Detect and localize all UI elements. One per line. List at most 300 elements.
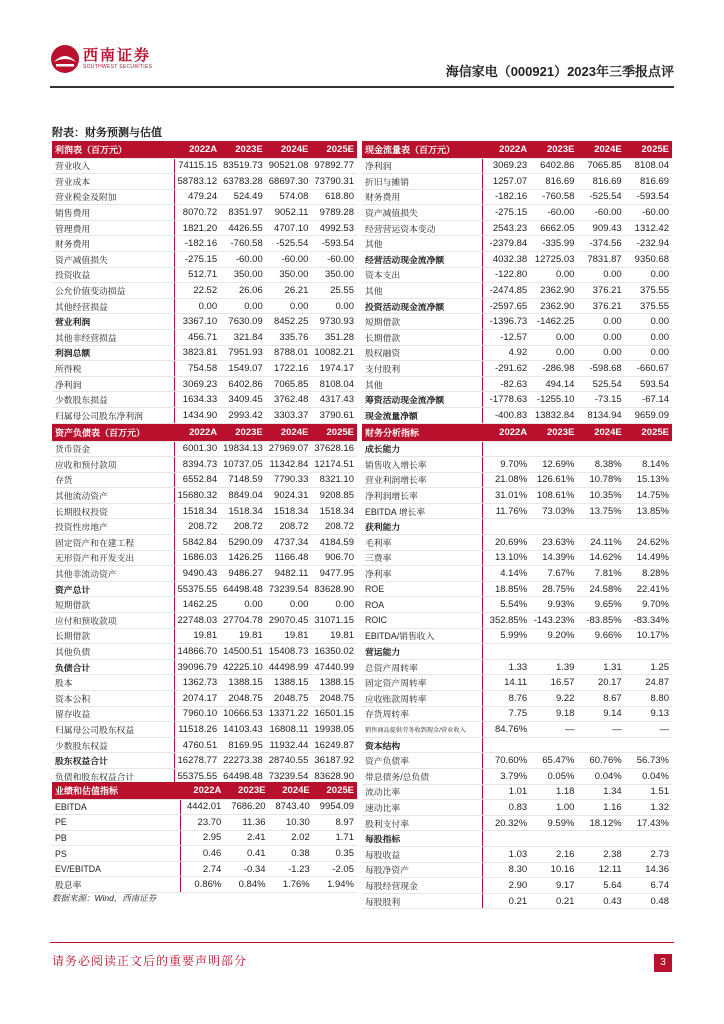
cell-value: 5.64	[577, 878, 624, 894]
cell-value: 60.76%	[577, 753, 624, 769]
cell-value: 9.59%	[530, 815, 577, 831]
cell-value: 44498.99	[266, 659, 312, 675]
cell-value: -286.98	[530, 361, 577, 377]
cell-value: 17.43%	[625, 815, 672, 831]
cell-value: 2.41	[224, 830, 268, 846]
cell-value: 36187.92	[311, 753, 357, 769]
cell-value: 9.70%	[625, 597, 672, 613]
row-label: 股本	[52, 675, 174, 691]
cell-value: -122.80	[483, 267, 530, 283]
cell-value	[530, 737, 577, 753]
cell-value: 24.87	[625, 675, 672, 691]
table-row	[362, 784, 672, 800]
year-header: 2022A	[483, 141, 530, 158]
cell-value: 8134.94	[577, 408, 624, 424]
row-label: 短期借款	[362, 314, 483, 330]
table-row	[52, 830, 357, 846]
table-header-row	[52, 782, 357, 799]
row-label: 归属母公司股东权益	[52, 722, 174, 738]
cell-value: 16278.77	[174, 753, 220, 769]
cell-value: -12.57	[483, 330, 530, 346]
cell-value: 20.69%	[483, 535, 530, 551]
cell-value: 479.24	[174, 189, 220, 205]
cell-value	[625, 737, 672, 753]
cell-value: 7.67%	[530, 566, 577, 582]
cell-value: 90521.08	[266, 158, 312, 174]
cell-value: 9659.09	[625, 408, 672, 424]
cell-value: 1388.15	[220, 675, 266, 691]
cell-value: 22748.03	[174, 613, 220, 629]
year-header: 2023E	[530, 141, 577, 158]
cell-value: 0.04%	[625, 768, 672, 784]
cell-value: -60.00	[530, 205, 577, 221]
cell-value: 9789.28	[311, 205, 357, 221]
table-row	[52, 659, 357, 675]
row-label: 少数股东权益	[52, 737, 174, 753]
row-label: 营业利润	[52, 314, 174, 330]
row-label: EBITDA 增长率	[362, 503, 483, 519]
report-title: 海信家电（000921）2023年三季报点评	[445, 64, 674, 79]
cell-value: 47440.99	[311, 659, 357, 675]
row-label: 固定资产和在建工程	[52, 535, 174, 551]
cell-value: 1257.07	[483, 174, 530, 190]
cell-value: 0.41	[224, 846, 268, 862]
table-row	[362, 800, 672, 816]
row-label: 销售商品提供劳务收到现金/营业收入	[362, 722, 483, 738]
cell-value: 84.76%	[483, 722, 530, 738]
cell-value: 9.18	[530, 706, 577, 722]
cell-value: 18.85%	[483, 581, 530, 597]
cell-value: -593.54	[625, 189, 672, 205]
data-source-note: 数据来源：Wind，西南证券	[52, 893, 157, 903]
cell-value: 64498.48	[220, 581, 266, 597]
cell-value: 0.84%	[224, 877, 268, 893]
cell-value: 816.69	[530, 174, 577, 190]
cell-value: 8.14%	[625, 457, 672, 473]
table-row	[52, 846, 357, 862]
row-label: 少数股东损益	[52, 392, 174, 408]
cell-value: 28740.55	[266, 753, 312, 769]
cell-value: -525.54	[577, 189, 624, 205]
cell-value: 12174.51	[311, 457, 357, 473]
cell-value: -60.00	[577, 205, 624, 221]
year-header: 2024E	[266, 141, 312, 158]
cell-value: 0.00	[311, 597, 357, 613]
table-row	[52, 628, 357, 644]
row-label: ROA	[362, 597, 483, 613]
cell-value: 83519.73	[220, 158, 266, 174]
cell-value: 2048.75	[311, 691, 357, 707]
cell-value	[577, 441, 624, 457]
row-label: PB	[52, 830, 180, 846]
cell-value: 618.80	[311, 189, 357, 205]
table-row	[362, 283, 672, 299]
row-label: 资产减值损失	[362, 205, 483, 221]
cell-value: 1426.25	[220, 550, 266, 566]
cell-value: 909.43	[577, 220, 624, 236]
cell-value: 8.97	[313, 815, 357, 831]
cell-value: 0.86%	[180, 877, 224, 893]
cell-value: 25.55	[311, 283, 357, 299]
cell-value: 1686.03	[174, 550, 220, 566]
row-label: 应付和预收款项	[52, 613, 174, 629]
table-row	[362, 158, 672, 174]
cell-value: -2379.84	[483, 236, 530, 252]
cell-value	[530, 644, 577, 660]
cell-value: 14866.70	[174, 644, 220, 660]
table-row	[362, 345, 672, 361]
cell-value	[577, 737, 624, 753]
cell-value: 11.76%	[483, 503, 530, 519]
cell-value: 7790.33	[266, 472, 312, 488]
cell-value: 19.81	[311, 628, 357, 644]
cell-value: 11932.44	[266, 737, 312, 753]
cell-value: 73.03%	[530, 503, 577, 519]
cell-value: -67.14	[625, 392, 672, 408]
cell-value: 22.52	[174, 283, 220, 299]
row-label: 折旧与摊销	[362, 174, 483, 190]
table-row	[362, 846, 672, 862]
table-row	[52, 283, 357, 299]
cell-value: 83628.90	[311, 581, 357, 597]
cell-value: 5290.09	[220, 535, 266, 551]
row-label: 资产减值损失	[52, 252, 174, 268]
cell-value: 0.38	[269, 846, 313, 862]
cell-value: 208.72	[266, 519, 312, 535]
cell-value: 8.80	[625, 691, 672, 707]
cell-value: 208.72	[311, 519, 357, 535]
table-row	[362, 503, 672, 519]
cell-value: 4707.10	[266, 220, 312, 236]
row-label: 股东权益合计	[52, 753, 174, 769]
table-header-row	[362, 141, 672, 158]
cell-value: -73.15	[577, 392, 624, 408]
table-row	[362, 252, 672, 268]
row-label: 长期借款	[52, 628, 174, 644]
cell-value: 0.00	[311, 298, 357, 314]
cell-value: 12725.03	[530, 252, 577, 268]
cell-value	[625, 441, 672, 457]
cell-value: -593.54	[311, 236, 357, 252]
row-label: 每股净资产	[362, 862, 483, 878]
table-row	[362, 376, 672, 392]
cell-value: 8169.95	[220, 737, 266, 753]
table-row	[52, 597, 357, 613]
cell-value: 1518.34	[311, 503, 357, 519]
valuation-table	[52, 782, 357, 893]
cell-value: 5.54%	[483, 597, 530, 613]
table-row	[362, 722, 672, 738]
table-row	[362, 189, 672, 205]
row-label: 其他	[362, 236, 483, 252]
year-header: 2025E	[311, 141, 357, 158]
row-label: 经营营运资本变动	[362, 220, 483, 236]
brand-name-en: SOUTHWEST SECURITIES	[83, 64, 153, 70]
table-row	[362, 408, 672, 424]
table-row	[362, 361, 672, 377]
cell-value: 1549.07	[220, 361, 266, 377]
cell-value: 9477.95	[311, 566, 357, 582]
cell-value: 1166.48	[266, 550, 312, 566]
row-label: 存货周转率	[362, 706, 483, 722]
cell-value: 9.65%	[577, 597, 624, 613]
row-label: 营业税金及附加	[52, 189, 174, 205]
disclaimer-note: 请务必阅读正文后的重要声明部分	[52, 954, 248, 968]
row-label: 经营活动现金流净额	[362, 252, 483, 268]
cell-value: -374.56	[577, 236, 624, 252]
row-label: 资本公积	[52, 691, 174, 707]
row-label: 无形资产和开发支出	[52, 550, 174, 566]
cell-value: 525.54	[577, 376, 624, 392]
row-label: 资产总计	[52, 581, 174, 597]
cell-value: 0.21	[530, 893, 577, 909]
cell-value: 64498.48	[220, 768, 266, 784]
row-label: 每股股利	[362, 893, 483, 909]
row-label: 每股收益	[362, 846, 483, 862]
row-label: 股息率	[52, 877, 180, 893]
cell-value	[483, 831, 530, 847]
cell-value: 8.76	[483, 691, 530, 707]
cell-value: -2474.85	[483, 283, 530, 299]
table-row	[52, 408, 357, 424]
cell-value: -1778.63	[483, 392, 530, 408]
cell-value: 7148.59	[220, 472, 266, 488]
cell-value: -760.58	[530, 189, 577, 205]
cell-value: 29070.45	[266, 613, 312, 629]
cell-value: 20.32%	[483, 815, 530, 831]
cell-value: 8.67	[577, 691, 624, 707]
cell-value: —	[625, 722, 672, 738]
cell-value: 9350.68	[625, 252, 672, 268]
cell-value: 1.39	[530, 659, 577, 675]
cell-value: 1.34	[577, 784, 624, 800]
cell-value: 8849.04	[220, 488, 266, 504]
row-label: 净利润增长率	[362, 488, 483, 504]
cell-value: 65.47%	[530, 753, 577, 769]
cell-value	[483, 519, 530, 535]
cell-value: 14.11	[483, 675, 530, 691]
cell-value: -60.00	[311, 252, 357, 268]
cell-value: 1.03	[483, 846, 530, 862]
cell-value: 2.38	[577, 846, 624, 862]
cell-value: -182.16	[174, 236, 220, 252]
cell-value: 8.28%	[625, 566, 672, 582]
row-label: 负债和股东权益合计	[52, 768, 174, 784]
row-label: 获利能力	[362, 519, 483, 535]
year-header: 2024E	[577, 424, 624, 441]
cell-value: 2074.17	[174, 691, 220, 707]
row-label: 归属母公司股东净利润	[52, 408, 174, 424]
table-row	[52, 550, 357, 566]
row-label: 投资收益	[52, 267, 174, 283]
cell-value: 1462.25	[174, 597, 220, 613]
row-label: 其他	[362, 283, 483, 299]
cell-value: 2362.90	[530, 283, 577, 299]
cell-value: -0.34	[224, 861, 268, 877]
cell-value: -660.67	[625, 361, 672, 377]
year-header: 2023E	[530, 424, 577, 441]
year-header: 2022A	[180, 782, 224, 799]
table-row	[362, 441, 672, 457]
row-label: 销售收入增长率	[362, 457, 483, 473]
cell-value: 8108.04	[311, 376, 357, 392]
cell-value: 14.75%	[625, 488, 672, 504]
table-row	[52, 644, 357, 660]
table-row	[362, 314, 672, 330]
cell-value: 3762.48	[266, 392, 312, 408]
row-label: 每股指标	[362, 831, 483, 847]
cell-value: 1634.33	[174, 392, 220, 408]
cell-value: 6552.84	[174, 472, 220, 488]
cell-value: 7.81%	[577, 566, 624, 582]
cell-value: 10.30	[269, 815, 313, 831]
cell-value: 352.85%	[483, 613, 530, 629]
table-row	[52, 236, 357, 252]
cell-value: 3367.10	[174, 314, 220, 330]
cell-value: 456.71	[174, 330, 220, 346]
cell-value: 12.69%	[530, 457, 577, 473]
cell-value: 350.00	[266, 267, 312, 283]
cell-value: 4317.43	[311, 392, 357, 408]
cell-value: 0.21	[483, 893, 530, 909]
cell-value: 7951.93	[220, 345, 266, 361]
cell-value: 1.51	[625, 784, 672, 800]
table-row	[52, 267, 357, 283]
table-row	[52, 535, 357, 551]
cell-value: 2048.75	[266, 691, 312, 707]
table-row	[52, 675, 357, 691]
table-row	[52, 158, 357, 174]
cell-value: 335.76	[266, 330, 312, 346]
cell-value: 8351.97	[220, 205, 266, 221]
table-row	[52, 220, 357, 236]
table-row	[52, 753, 357, 769]
cell-value: 13832.84	[530, 408, 577, 424]
cell-value: 350.00	[311, 267, 357, 283]
cell-value: 24.11%	[577, 535, 624, 551]
cell-value: 754.58	[174, 361, 220, 377]
cell-value: 4.14%	[483, 566, 530, 582]
row-label: PE	[52, 815, 180, 831]
cell-value: 816.69	[577, 174, 624, 190]
cell-value: -525.54	[266, 236, 312, 252]
cell-value: 19.81	[174, 628, 220, 644]
cell-value: 3790.61	[311, 408, 357, 424]
cell-value: 9.17	[530, 878, 577, 894]
table-title: 资产负债表（百万元）	[52, 424, 174, 441]
cell-value	[625, 831, 672, 847]
cell-value: 1388.15	[311, 675, 357, 691]
table-row	[52, 376, 357, 392]
cell-value: 1518.34	[266, 503, 312, 519]
cell-value: -1462.25	[530, 314, 577, 330]
cell-value: -82.63	[483, 376, 530, 392]
row-label: 营业收入	[52, 158, 174, 174]
cell-value: 24.58%	[577, 581, 624, 597]
cell-value: 1518.34	[220, 503, 266, 519]
table-row	[52, 613, 357, 629]
cell-value: 2543.23	[483, 220, 530, 236]
cell-value: 375.55	[625, 298, 672, 314]
cell-value: -60.00	[266, 252, 312, 268]
cell-value: 0.00	[577, 345, 624, 361]
table-row	[52, 722, 357, 738]
cell-value: 11342.84	[266, 457, 312, 473]
cell-value: 70.60%	[483, 753, 530, 769]
table-row	[362, 675, 672, 691]
cell-value: 2.74	[180, 861, 224, 877]
cell-value	[530, 519, 577, 535]
row-label: 资本结构	[362, 737, 483, 753]
row-label: 支付股利	[362, 361, 483, 377]
cell-value: 0.00	[530, 345, 577, 361]
cell-value: 0.00	[220, 597, 266, 613]
cell-value: 208.72	[220, 519, 266, 535]
cell-value: 14103.43	[220, 722, 266, 738]
row-label: 股权融资	[362, 345, 483, 361]
brand-logo	[50, 40, 170, 84]
row-label: 净利率	[362, 566, 483, 582]
cell-value	[483, 644, 530, 660]
cell-value: 8452.25	[266, 314, 312, 330]
cell-value: 15408.73	[266, 644, 312, 660]
cell-value: 4426.55	[220, 220, 266, 236]
cell-value: 55375.55	[174, 581, 220, 597]
cell-value: 2048.75	[220, 691, 266, 707]
cell-value: 9.14	[577, 706, 624, 722]
table-row	[362, 488, 672, 504]
table-row	[362, 706, 672, 722]
table-row	[52, 189, 357, 205]
cell-value: 4442.01	[180, 799, 224, 815]
cell-value: 6402.86	[220, 376, 266, 392]
cell-value: 8070.72	[174, 205, 220, 221]
cell-value: 376.21	[577, 298, 624, 314]
brand-name: 西南证券	[83, 46, 152, 64]
cell-value: 16249.87	[311, 737, 357, 753]
cell-value: 593.54	[625, 376, 672, 392]
cell-value: —	[577, 722, 624, 738]
cell-value: -60.00	[220, 252, 266, 268]
cell-value: 7065.85	[577, 158, 624, 174]
cell-value: -400.83	[483, 408, 530, 424]
table-row	[362, 815, 672, 831]
cell-value	[530, 831, 577, 847]
table-row	[362, 298, 672, 314]
cell-value: -60.00	[625, 205, 672, 221]
cell-value: 1.33	[483, 659, 530, 675]
balance-sheet-table	[52, 424, 357, 785]
cell-value: 9730.93	[311, 314, 357, 330]
row-label: 利润总额	[52, 345, 174, 361]
income-statement-table	[52, 141, 357, 424]
table-row	[52, 799, 357, 815]
table-row	[52, 566, 357, 582]
row-label: 投资活动现金流净额	[362, 298, 483, 314]
cell-value: 16.57	[530, 675, 577, 691]
table-row	[362, 628, 672, 644]
cell-value: 0.46	[180, 846, 224, 862]
cell-value: -83.34%	[625, 613, 672, 629]
cell-value: 512.71	[174, 267, 220, 283]
cell-value: -143.23%	[530, 613, 577, 629]
row-label: 长期股权投资	[52, 503, 174, 519]
cell-value: 7.75	[483, 706, 530, 722]
row-label: 营业利润增长率	[362, 472, 483, 488]
row-label: 投资性房地产	[52, 519, 174, 535]
cell-value: 11.36	[224, 815, 268, 831]
cell-value: 23.63%	[530, 535, 577, 551]
